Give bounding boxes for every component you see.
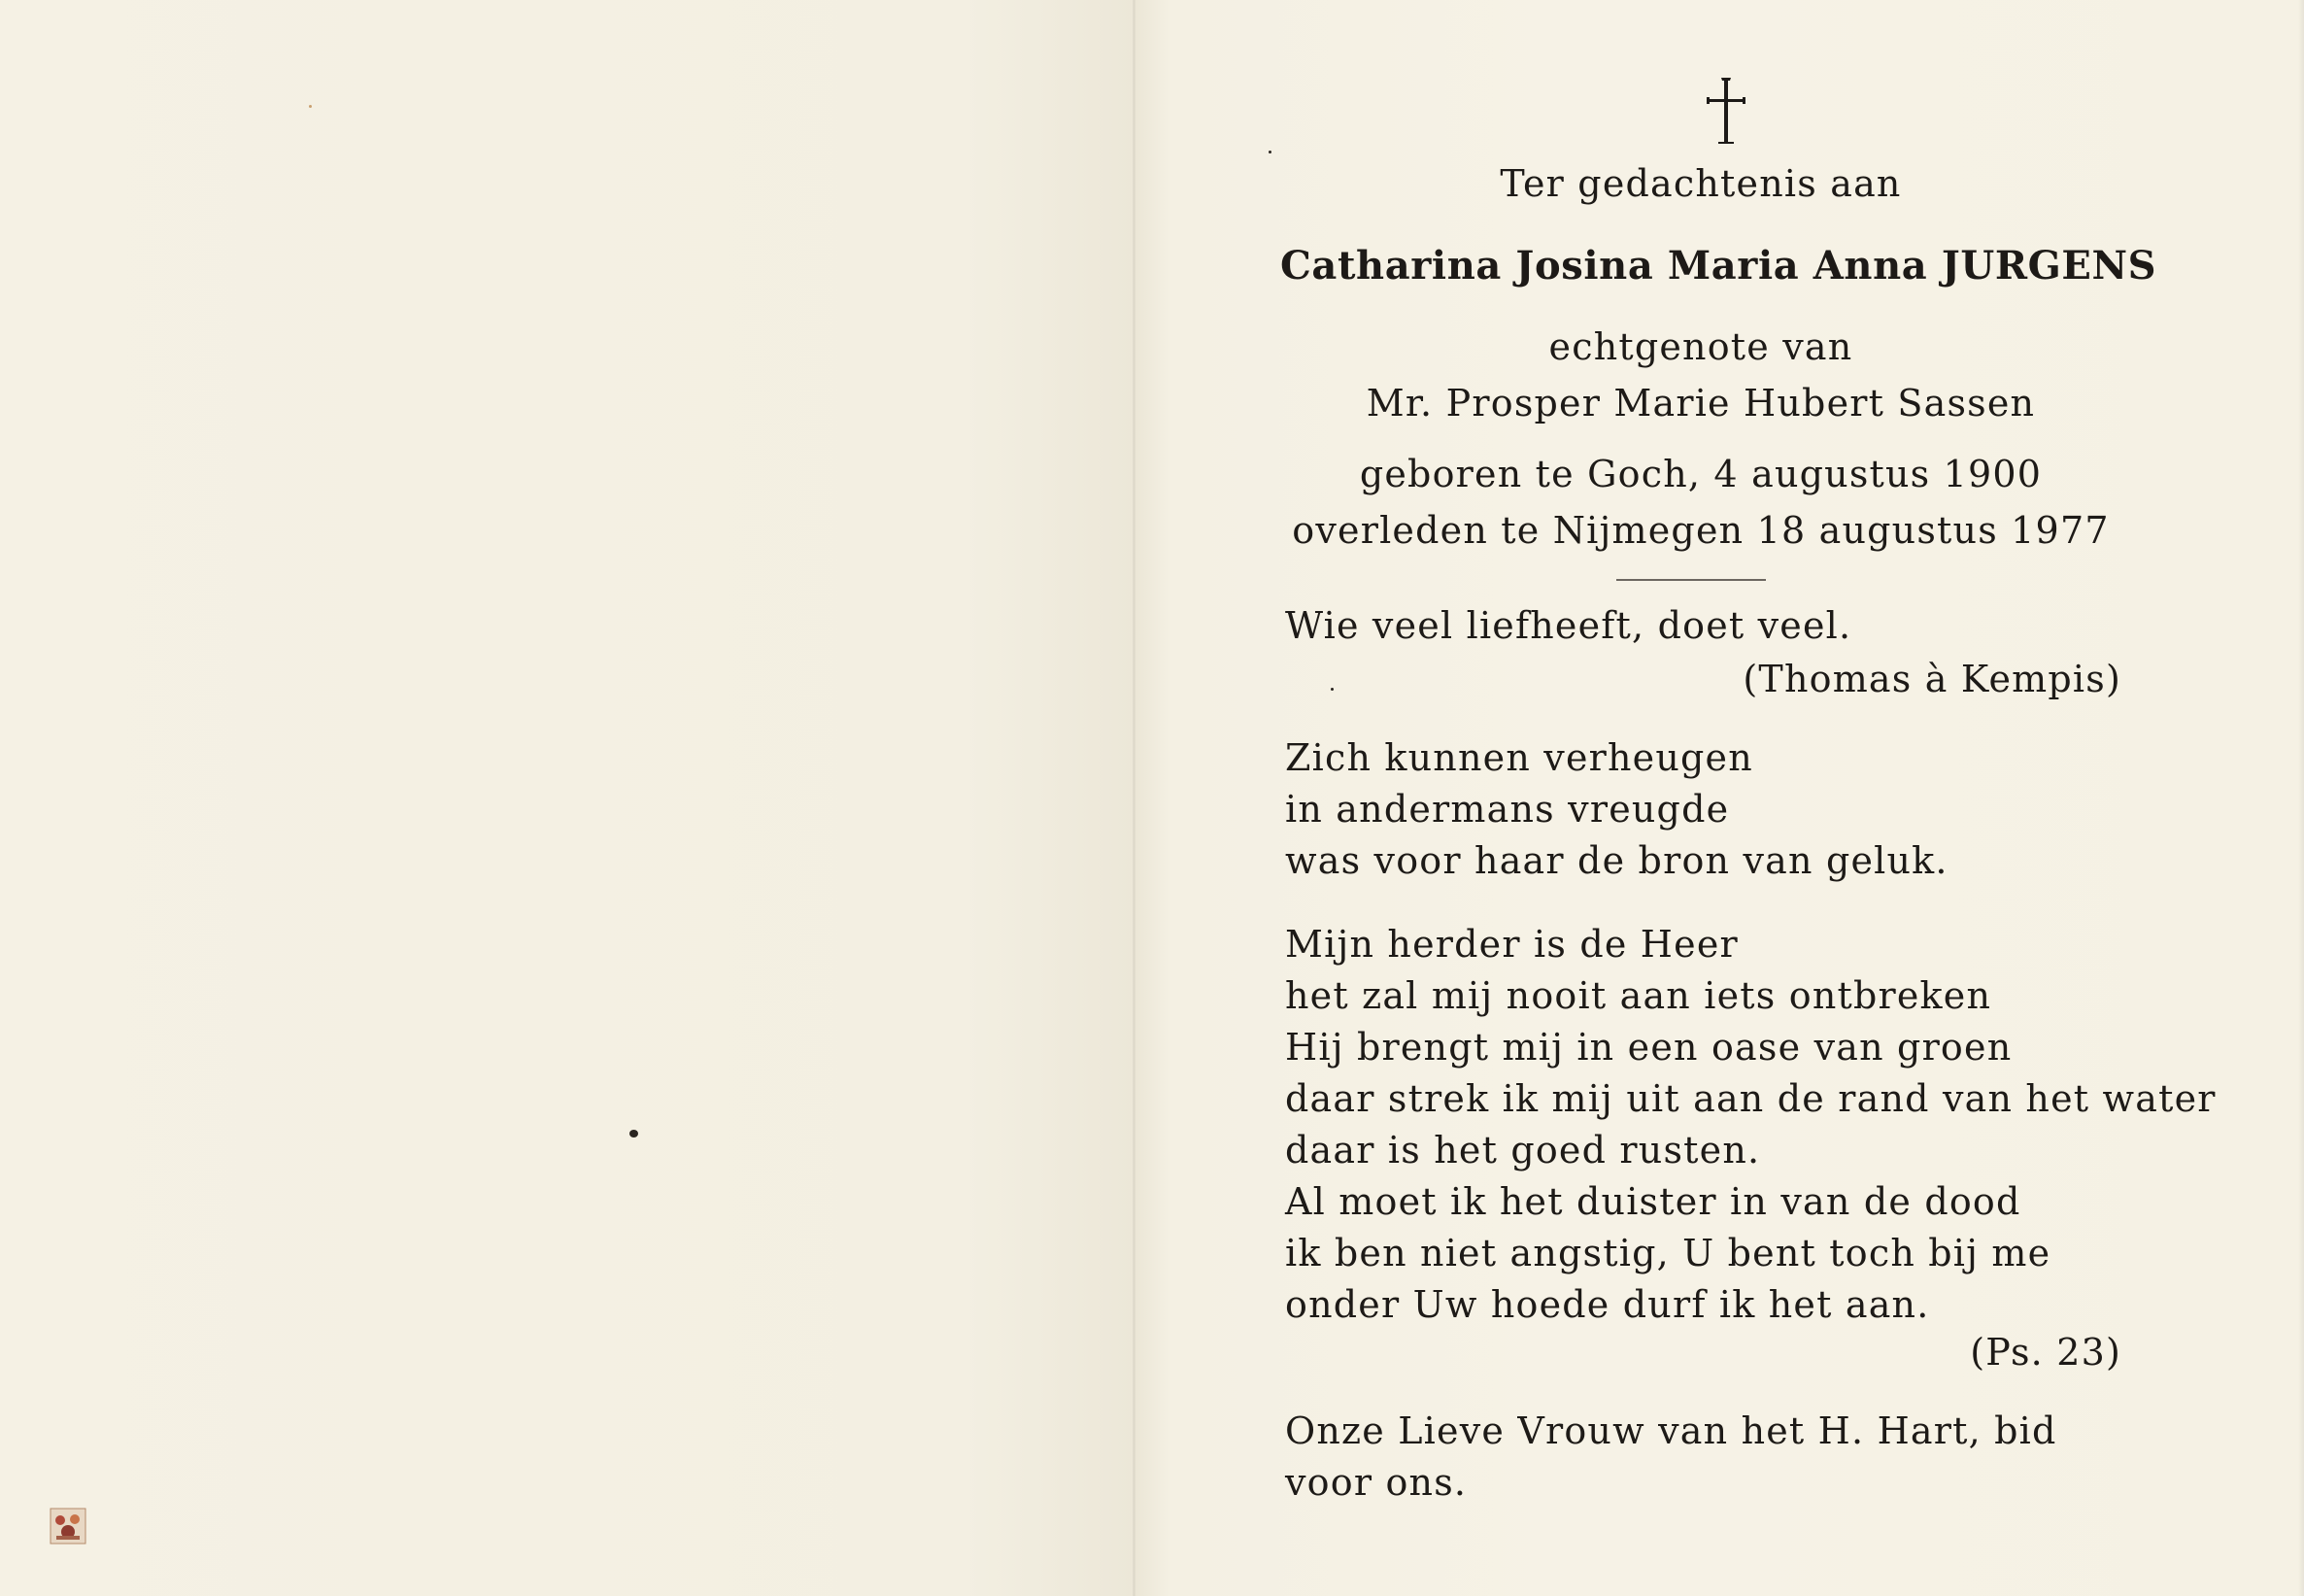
psalm-line: Mijn herder is de Heer — [1285, 923, 1739, 966]
psalm-line: Al moet ik het duister in van de dood — [1285, 1180, 2021, 1223]
birth-line: geboren te Goch, 4 augustus 1900 — [1359, 453, 2043, 495]
quote-source: (Thomas à Kempis) — [1743, 658, 2121, 700]
deceased-name: Catharina Josina Maria Anna JURGENS — [1280, 243, 2157, 289]
psalm-line: onder Uw hoede durf ik het aan. — [1285, 1283, 1930, 1326]
psalm-source: (Ps. 23) — [1970, 1331, 2121, 1374]
ink-speck — [629, 1130, 638, 1138]
quote-text: Wie veel liefheeft, doet veel. — [1285, 604, 1852, 647]
psalm-line: daar strek ik mij uit aan de rand van het water — [1285, 1077, 2217, 1120]
psalm-line: Hij brengt mij in een oase van groen — [1285, 1026, 2013, 1069]
psalm-line: daar is het goed rusten. — [1285, 1129, 1761, 1172]
relation-line: echtgenote van — [1548, 325, 1853, 368]
verse-line: was voor haar de bron van geluk. — [1285, 839, 1948, 882]
left-page-blank — [0, 0, 1135, 1596]
psalm-line: ik ben niet angstig, U bent toch bij me — [1285, 1232, 2051, 1274]
divider-rule — [1616, 579, 1766, 581]
spouse-name: Mr. Prosper Marie Hubert Sassen — [1366, 382, 2036, 424]
card-edge-shadow — [2298, 0, 2304, 1596]
ink-speck — [309, 105, 312, 108]
card-fold — [1133, 0, 1135, 1596]
verse-line: in andermans vreugde — [1285, 788, 1730, 831]
ink-speck — [1331, 688, 1334, 691]
psalm-line: het zal mij nooit aan iets ontbreken — [1285, 974, 1992, 1017]
latin-cross-icon — [1701, 72, 1751, 146]
ink-speck — [1269, 151, 1271, 153]
prayer-line: Onze Lieve Vrouw van het H. Hart, bid — [1285, 1409, 2057, 1452]
verse-line: Zich kunnen verheugen — [1285, 736, 1753, 779]
death-line: overleden te Nijmegen 18 augustus 1977 — [1292, 509, 2110, 552]
collection-stamp-icon — [49, 1507, 87, 1545]
prayer-line: voor ons. — [1285, 1461, 1468, 1504]
intro-line: Ter gedachtenis aan — [1500, 162, 1902, 205]
